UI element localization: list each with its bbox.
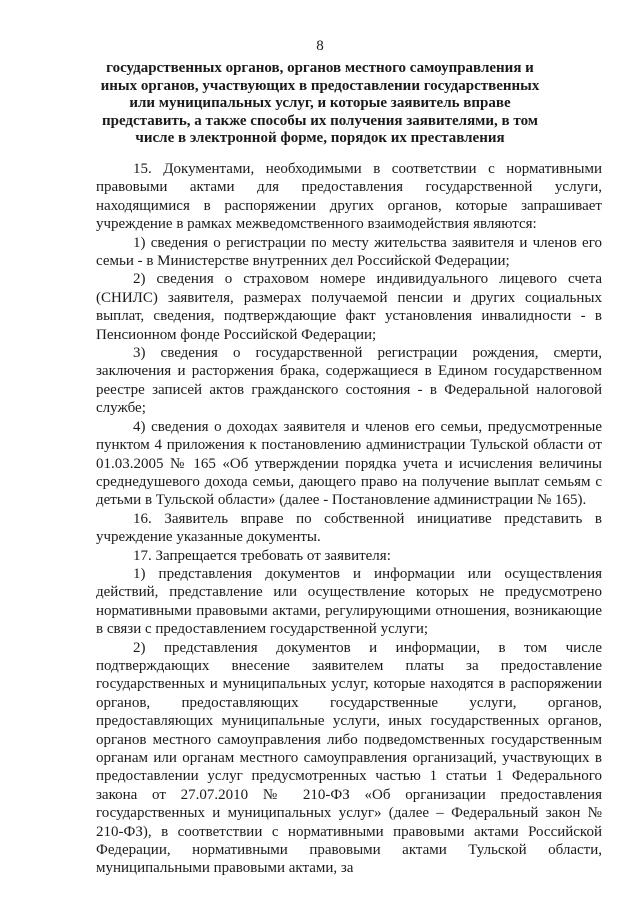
paragraph-15-item-2: 2) сведения о страховом номере индивидуального лицевого счета (СНИЛС) заявителя, размерах получаемой пенсии и других социальных выплат, сведения, подтверждающие факт установления инвалидности - в Пенсионном фонде Российской Федерации; [96,271,602,343]
paragraph-17-item-2: 2) представления документов и информации, в том числе подтверждающих внесение заявителем платы за предоставление государственных и муниципальных услуг, которые находятся в распоряжении органов, предоставляющих государственные услуги, органов, предоставляющих муниципальные услуги, иных государственных органов, органов местного самоуправления либо подведомственных государственным органам или органам местного самоуправления организаций, участвующих в предоставлении услуг предусмотренных частью 1 статьи 1 Федерального закона от 27.07.2010 № 210-ФЗ «Об организации предоставления государственных и муниципальных услуг» (далее – Федеральный закон № 210-ФЗ), в соответствии с нормативными правовыми актами Российской Федерации, нормативными правовыми актами Тульской области, муниципальными правовыми актами, за [96,639,602,877]
paragraph-17: 17. Запрещается требовать от заявителя: [133,547,391,564]
paragraph-17-item-1: 1) представления документов и информации или осуществления действий, представление или осуществление которых не предусмотрено нормативными правовыми актами, регулирующими отношения, возникающие в связи с предоставлением государственной услуги; [96,565,602,638]
paragraph-16: 16. Заявитель вправе по собственной инициативе представить в учреждение указанные документы. [96,510,602,546]
paragraph-15-item-3: 3) сведения о государственной регистрации рождения, смерти, заключения и расторжения брака, содержащиеся в Едином государственном реестре записей актов гражданского состояния - в Федеральной налоговой службе; [96,345,602,417]
section-heading: государственных органов, органов местного самоуправления и иных органов, участвующих в предоставлении государственных или муниципальных услуг, и которые заявитель вправе представить, а также способы их получения заявителями, в том числе в электронной форме, порядок их преставления [100,60,540,147]
paragraph-15-item-1: 1) сведения о регистрации по месту жительства заявителя и членов его семьи - в Министерстве внутренних дел Российской Федерации; [96,234,602,270]
paragraph-15-item-4: 4) сведения о доходах заявителя и членов его семьи, предусмотренные пунктом 4 приложения к постановлению администрации Тульской области от 01.03.2005 № 165 «Об утверждении порядка учета и исчисления величины среднедушевого дохода семьи, дающего право на получение выплат семьям с детьми в Тульской области» (далее - Постановление администрации № 165). [96,418,602,509]
document-body [96,160,602,878]
page-number: 8 [316,38,324,54]
paragraph-15: 15. Документами, необходимыми в соответствии с нормативными правовыми актами для предоставления государственной услуги, находящимися в распоряжении других органов, которые запрашивает учреждение в рамках межведомственного взаимодействия являются: [96,161,602,233]
